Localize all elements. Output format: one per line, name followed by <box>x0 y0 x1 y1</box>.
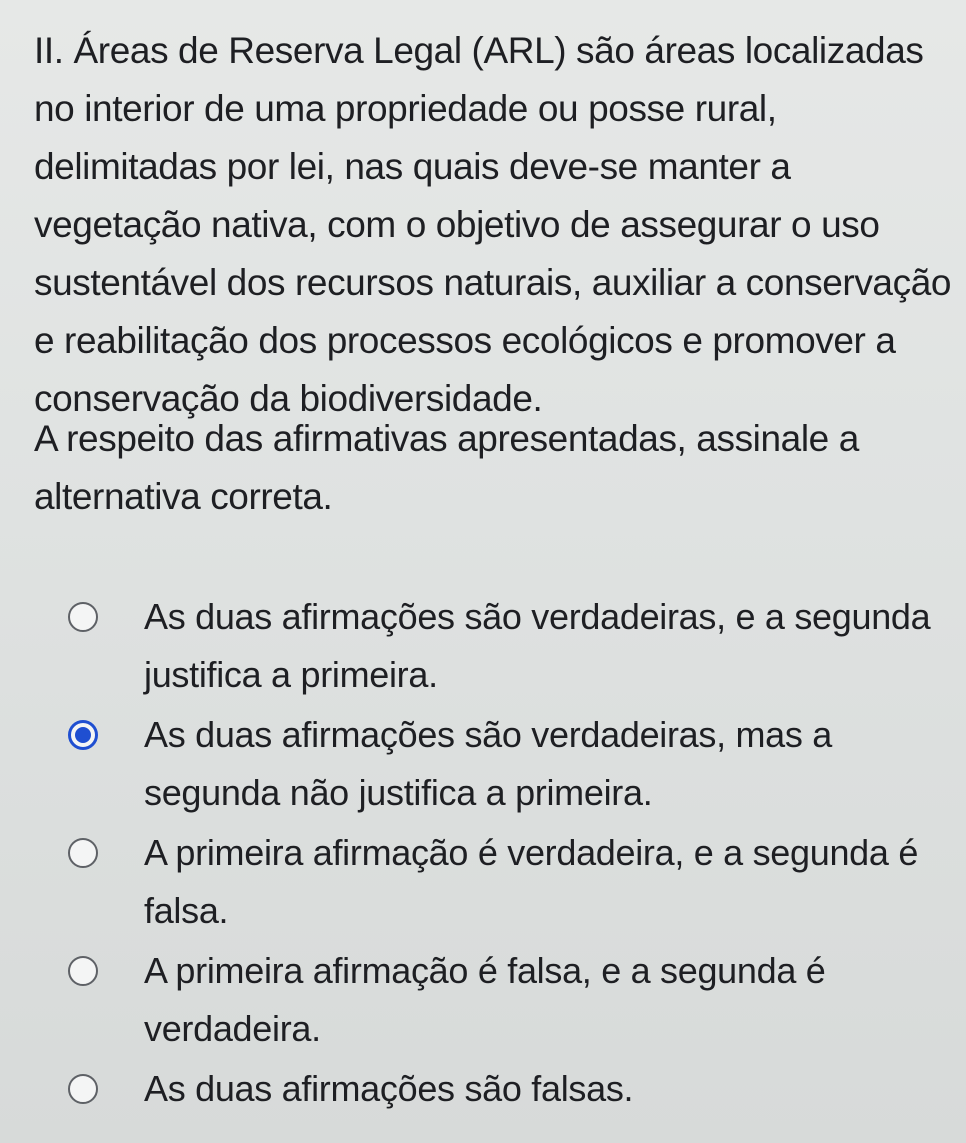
option-label-5: As duas afirmações são falsas. <box>144 1068 634 1109</box>
statement-text: II. Áreas de Reserva Legal (ARL) são áreas localizadas no interior de uma propriedade ou posse rural, delimitadas por lei, nas quais deve-se manter a vegetação nativa, com o objetivo de assegurar o uso sustentável dos recursos naturais, auxiliar a conservação e reabilitação dos processos ecológicos e promover a conservação da biodiversidade. <box>34 30 952 419</box>
option-label-2: As duas afirmações são verdadeiras, mas a segunda não justifica a primeira. <box>144 714 833 813</box>
radio-button-4[interactable] <box>68 956 98 986</box>
option-1[interactable] <box>62 588 932 704</box>
radio-button-3[interactable] <box>68 838 98 868</box>
radio-button-1[interactable] <box>68 602 98 632</box>
option-label-1: As duas afirmações são verdadeiras, e a segunda justifica a primeira. <box>144 596 931 695</box>
option-2[interactable] <box>62 706 932 822</box>
option-4[interactable] <box>62 942 932 1058</box>
radio-button-5[interactable] <box>68 1074 98 1104</box>
option-5[interactable] <box>62 1060 932 1118</box>
question-prompt: A respeito das afirmativas apresentadas, assinale a alternativa correta. <box>34 418 859 517</box>
answer-options <box>62 588 932 1120</box>
option-3[interactable] <box>62 824 932 940</box>
option-label-4: A primeira afirmação é falsa, e a segunda é verdadeira. <box>144 950 826 1049</box>
radio-button-2-selected[interactable] <box>68 720 98 750</box>
option-label-3: A primeira afirmação é verdadeira, e a segunda é falsa. <box>144 832 919 931</box>
